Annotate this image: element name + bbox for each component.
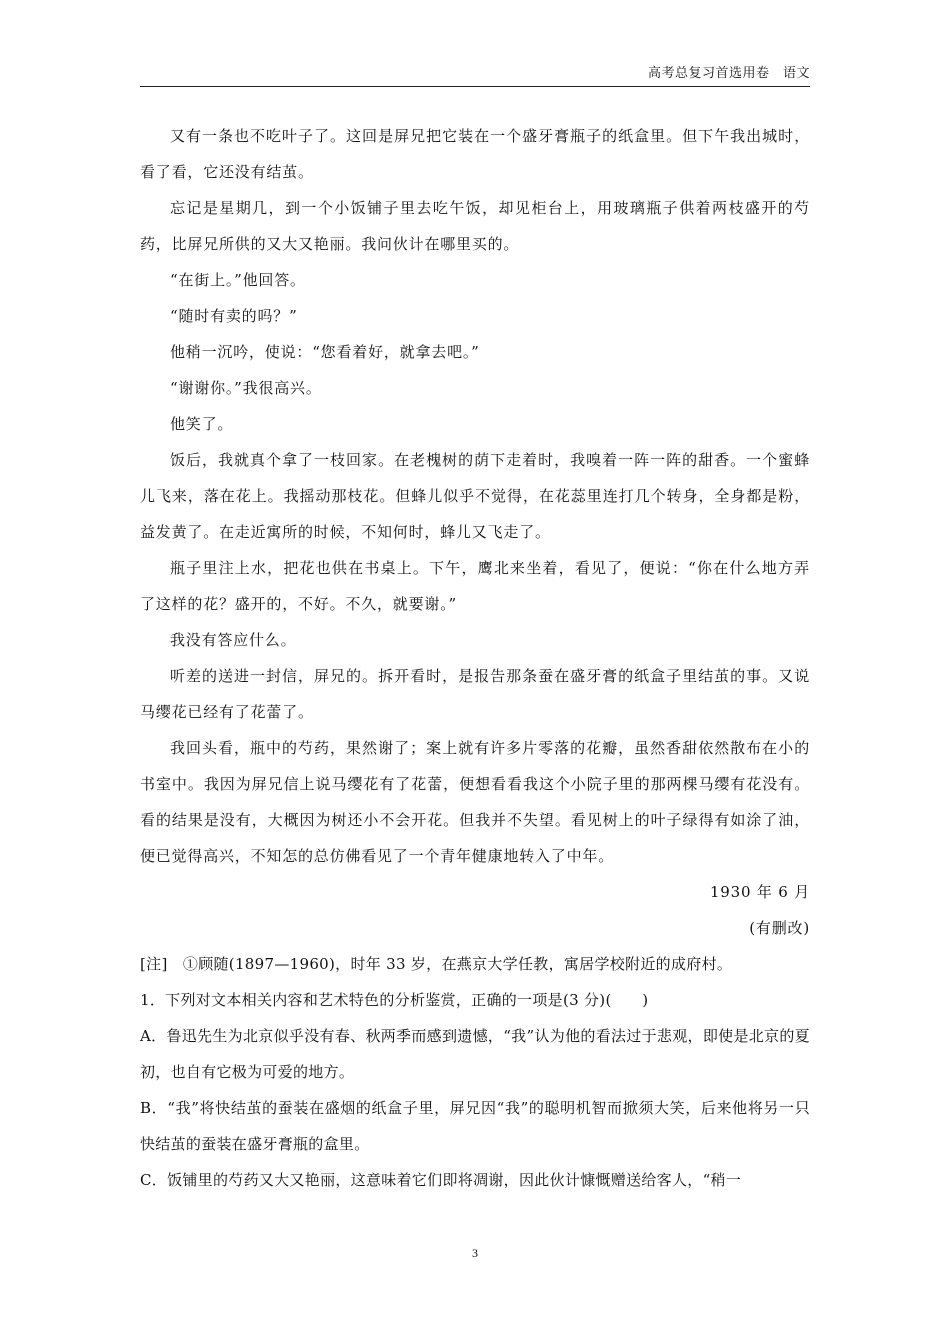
paragraph: 饭后，我就真个拿了一枝回家。在老槐树的荫下走着时，我嗅着一阵一阵的甜香。一个蜜蜂儿飞来，落在花上。我摇动那枝花。但蜂儿似乎不觉得，在花蕊里连打几个转身，全身都是粉，益发黄了。在走近寓所的时候，不知何时，蜂儿又飞走了。	[140, 451, 810, 541]
paragraph: 他稍一沉吟，使说：“您看着好，就拿去吧。”	[170, 343, 480, 361]
option-b: B．“我”将快结茧的蚕装在盛烟的纸盒子里，屏兄因“我”的聪明机智而掀须大笑，后来他将另一只快结茧的蚕装在盛牙膏瓶的盒里。	[140, 1099, 810, 1153]
header-title: 高考总复习首选用卷 语文	[647, 66, 810, 81]
date-line: 1930 年 6 月	[709, 883, 810, 901]
option-c: C．饭铺里的芍药又大又艳丽，这意味着它们即将凋谢，因此伙计慷慨赠送给客人，“稍一	[140, 1171, 742, 1189]
paragraph: 我没有答应什么。	[170, 631, 297, 649]
paragraph: “在街上。”他回答。	[170, 271, 306, 289]
edit-note: (有删改)	[749, 919, 810, 937]
document-body	[140, 118, 810, 1198]
paragraph: 忘记是星期几，到一个小饭铺子里去吃午饭，却见柜台上，用玻璃瓶子供着两枝盛开的芍药，比屏兄所供的又大又艳丽。我问伙计在哪里买的。	[140, 199, 810, 253]
option-a: A．鲁迅先生为北京似乎没有春、秋两季而感到遗憾，“我”认为他的看法过于悲观，即使是北京的夏初，也自有它极为可爱的地方。	[140, 1027, 810, 1081]
question-stem: 1．下列对文本相关内容和艺术特色的分析鉴赏，正确的一项是(3 分)( )	[140, 991, 649, 1009]
footnote: [注] ①顾随(1897—1960)，时年 33 岁，在燕京大学任教，寓居学校附近的成府村。	[140, 955, 733, 973]
paragraph: 我回头看，瓶中的芍药，果然谢了；案上就有许多片零落的花瓣，虽然香甜依然散布在小的书室中。我因为屏兄信上说马缨花有了花蕾，便想看看我这个小院子里的那两棵马缨有花没有。看的结果是没有，大概因为树还小不会开花。但我并不失望。看见树上的叶子绿得有如涂了油，便已觉得高兴，不知怎的总仿佛看见了一个青年健康地转入了中年。	[140, 739, 810, 865]
paragraph: “谢谢你。”我很高兴。	[170, 379, 322, 397]
paragraph: 他笑了。	[170, 415, 234, 433]
paragraph: 听差的送进一封信，屏兄的。拆开看时，是报告那条蚕在盛牙膏的纸盒子里结茧的事。又说马缨花已经有了花蕾了。	[140, 667, 810, 721]
page-header	[140, 62, 810, 87]
paragraph: “随时有卖的吗？”	[170, 307, 298, 325]
page-number: 3	[472, 1246, 478, 1260]
paragraph: 又有一条也不吃叶子了。这回是屏兄把它装在一个盛牙膏瓶子的纸盒里。但下午我出城时，看了看，它还没有结茧。	[140, 127, 810, 181]
paragraph: 瓶子里注上水，把花也供在书桌上。下午，鹰北来坐着，看见了，便说：“你在什么地方弄了这样的花？盛开的，不好。不久，就要谢。”	[140, 559, 810, 613]
